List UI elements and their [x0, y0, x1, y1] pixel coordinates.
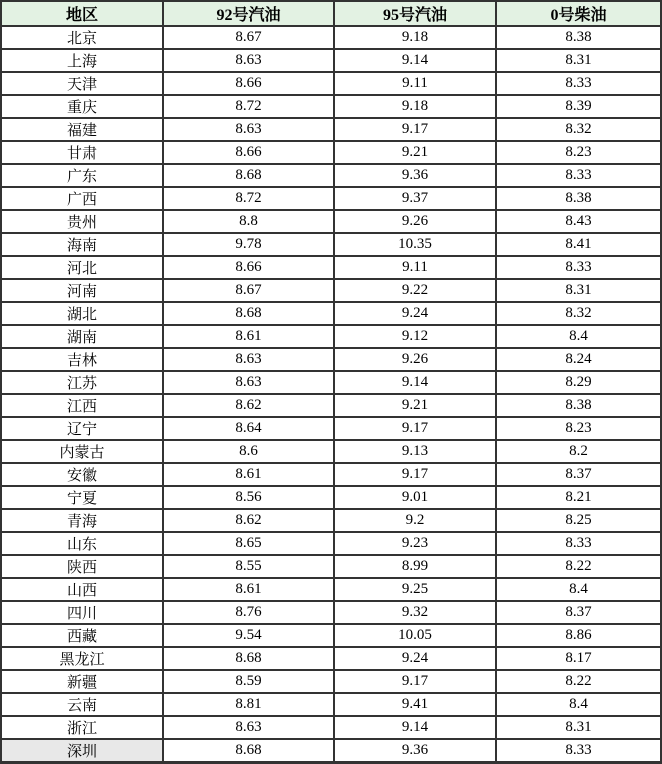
- table-row: [1, 693, 661, 716]
- price-95-cell: 8.99: [334, 555, 496, 578]
- region-cell: 内蒙古: [1, 440, 163, 463]
- price-0-cell: 8.38: [496, 187, 661, 210]
- price-92-cell: 8.6: [163, 440, 334, 463]
- price-95-cell: 9.24: [334, 302, 496, 325]
- price-92-cell: 8.61: [163, 325, 334, 348]
- price-95-cell: 9.36: [334, 164, 496, 187]
- price-95-cell: 9.17: [334, 463, 496, 486]
- price-0-cell: 8.29: [496, 371, 661, 394]
- price-0-cell: 8.33: [496, 739, 661, 763]
- table-row: [1, 26, 661, 49]
- price-0-cell: 8.38: [496, 26, 661, 49]
- table-row: [1, 647, 661, 670]
- table-row: [1, 187, 661, 210]
- price-95-cell: 9.18: [334, 95, 496, 118]
- region-cell: 重庆: [1, 95, 163, 118]
- price-95-cell: 9.26: [334, 348, 496, 371]
- price-95-cell: 9.2: [334, 509, 496, 532]
- price-92-cell: 8.66: [163, 256, 334, 279]
- price-95-cell: 9.36: [334, 739, 496, 763]
- table-row: [1, 348, 661, 371]
- region-cell: 四川: [1, 601, 163, 624]
- table-row: [1, 118, 661, 141]
- price-95-cell: 9.21: [334, 141, 496, 164]
- price-95-cell: 9.17: [334, 118, 496, 141]
- price-0-cell: 8.32: [496, 302, 661, 325]
- price-0-cell: 8.23: [496, 141, 661, 164]
- price-92-cell: 8.8: [163, 210, 334, 233]
- table-header: [1, 1, 661, 26]
- table-row: [1, 670, 661, 693]
- table-row: [1, 417, 661, 440]
- region-cell: 天津: [1, 72, 163, 95]
- table-row: [1, 486, 661, 509]
- price-92-cell: 8.59: [163, 670, 334, 693]
- price-92-cell: 8.72: [163, 95, 334, 118]
- price-95-cell: 9.22: [334, 279, 496, 302]
- price-95-cell: 9.41: [334, 693, 496, 716]
- header-cell-92-gasoline: 92号汽油: [163, 1, 334, 26]
- price-92-cell: 8.63: [163, 716, 334, 739]
- price-0-cell: 8.17: [496, 647, 661, 670]
- table-row: [1, 49, 661, 72]
- table-row: [1, 210, 661, 233]
- price-92-cell: 8.65: [163, 532, 334, 555]
- table-row: [1, 141, 661, 164]
- region-cell: 辽宁: [1, 417, 163, 440]
- price-0-cell: 8.33: [496, 72, 661, 95]
- price-0-cell: 8.86: [496, 624, 661, 647]
- region-cell: 新疆: [1, 670, 163, 693]
- region-cell: 宁夏: [1, 486, 163, 509]
- table-row: [1, 302, 661, 325]
- price-0-cell: 8.33: [496, 532, 661, 555]
- price-92-cell: 8.66: [163, 141, 334, 164]
- region-cell: 山西: [1, 578, 163, 601]
- price-0-cell: 8.43: [496, 210, 661, 233]
- price-0-cell: 8.31: [496, 716, 661, 739]
- price-0-cell: 8.24: [496, 348, 661, 371]
- region-cell: 河南: [1, 279, 163, 302]
- price-95-cell: 10.35: [334, 233, 496, 256]
- table-row: [1, 555, 661, 578]
- table-row: [1, 233, 661, 256]
- price-95-cell: 9.14: [334, 49, 496, 72]
- table-row: [1, 601, 661, 624]
- price-92-cell: 8.63: [163, 49, 334, 72]
- table-row: [1, 624, 661, 647]
- price-92-cell: 8.67: [163, 26, 334, 49]
- price-92-cell: 8.68: [163, 302, 334, 325]
- price-92-cell: 8.68: [163, 164, 334, 187]
- price-92-cell: 8.63: [163, 371, 334, 394]
- price-95-cell: 9.12: [334, 325, 496, 348]
- region-cell: 甘肃: [1, 141, 163, 164]
- price-92-cell: 8.66: [163, 72, 334, 95]
- table-row: [1, 532, 661, 555]
- price-95-cell: 9.18: [334, 26, 496, 49]
- table-row: [1, 164, 661, 187]
- price-0-cell: 8.4: [496, 325, 661, 348]
- region-cell: 上海: [1, 49, 163, 72]
- price-95-cell: 9.14: [334, 371, 496, 394]
- table-row: [1, 95, 661, 118]
- region-cell: 江西: [1, 394, 163, 417]
- region-cell: 湖北: [1, 302, 163, 325]
- price-95-cell: 9.13: [334, 440, 496, 463]
- region-cell: 北京: [1, 26, 163, 49]
- table-row: [1, 256, 661, 279]
- price-0-cell: 8.23: [496, 417, 661, 440]
- price-92-cell: 9.78: [163, 233, 334, 256]
- price-0-cell: 8.38: [496, 394, 661, 417]
- table-row: [1, 325, 661, 348]
- price-92-cell: 9.54: [163, 624, 334, 647]
- region-cell: 广东: [1, 164, 163, 187]
- price-95-cell: 9.11: [334, 256, 496, 279]
- price-95-cell: 9.23: [334, 532, 496, 555]
- table-row: [1, 371, 661, 394]
- region-cell: 山东: [1, 532, 163, 555]
- table-row: [1, 578, 661, 601]
- price-92-cell: 8.81: [163, 693, 334, 716]
- region-cell: 河北: [1, 256, 163, 279]
- header-cell-region: 地区: [1, 1, 163, 26]
- region-cell: 福建: [1, 118, 163, 141]
- price-0-cell: 8.33: [496, 164, 661, 187]
- header-cell-0-diesel: 0号柴油: [496, 1, 661, 26]
- price-95-cell: 9.14: [334, 716, 496, 739]
- price-0-cell: 8.39: [496, 95, 661, 118]
- table-row: [1, 394, 661, 417]
- region-cell: 陕西: [1, 555, 163, 578]
- price-92-cell: 8.72: [163, 187, 334, 210]
- price-0-cell: 8.4: [496, 693, 661, 716]
- region-cell: 吉林: [1, 348, 163, 371]
- table-row: [1, 716, 661, 739]
- price-92-cell: 8.67: [163, 279, 334, 302]
- price-92-cell: 8.68: [163, 647, 334, 670]
- price-0-cell: 8.21: [496, 486, 661, 509]
- price-92-cell: 8.63: [163, 348, 334, 371]
- table-row: [1, 72, 661, 95]
- price-92-cell: 8.63: [163, 118, 334, 141]
- price-92-cell: 8.62: [163, 394, 334, 417]
- region-cell: 海南: [1, 233, 163, 256]
- region-cell: 青海: [1, 509, 163, 532]
- region-cell: 浙江: [1, 716, 163, 739]
- price-92-cell: 8.68: [163, 739, 334, 763]
- price-92-cell: 8.76: [163, 601, 334, 624]
- price-0-cell: 8.32: [496, 118, 661, 141]
- price-92-cell: 8.62: [163, 509, 334, 532]
- table-row: [1, 440, 661, 463]
- header-cell-95-gasoline: 95号汽油: [334, 1, 496, 26]
- price-0-cell: 8.22: [496, 670, 661, 693]
- region-cell: 黑龙江: [1, 647, 163, 670]
- price-92-cell: 8.64: [163, 417, 334, 440]
- price-95-cell: 9.24: [334, 647, 496, 670]
- price-95-cell: 9.21: [334, 394, 496, 417]
- header-row: [1, 1, 661, 26]
- region-cell: 安徽: [1, 463, 163, 486]
- region-cell: 云南: [1, 693, 163, 716]
- price-0-cell: 8.37: [496, 601, 661, 624]
- price-0-cell: 8.25: [496, 509, 661, 532]
- price-95-cell: 9.25: [334, 578, 496, 601]
- price-0-cell: 8.31: [496, 279, 661, 302]
- region-cell: 江苏: [1, 371, 163, 394]
- table-row: [1, 463, 661, 486]
- price-95-cell: 10.05: [334, 624, 496, 647]
- price-95-cell: 9.11: [334, 72, 496, 95]
- table-row: [1, 509, 661, 532]
- price-0-cell: 8.37: [496, 463, 661, 486]
- region-cell: 广西: [1, 187, 163, 210]
- price-92-cell: 8.56: [163, 486, 334, 509]
- price-0-cell: 8.4: [496, 578, 661, 601]
- price-95-cell: 9.37: [334, 187, 496, 210]
- price-95-cell: 9.17: [334, 417, 496, 440]
- price-95-cell: 9.01: [334, 486, 496, 509]
- price-92-cell: 8.61: [163, 578, 334, 601]
- price-0-cell: 8.2: [496, 440, 661, 463]
- price-95-cell: 9.32: [334, 601, 496, 624]
- region-cell: 深圳: [1, 739, 163, 763]
- price-0-cell: 8.22: [496, 555, 661, 578]
- price-95-cell: 9.26: [334, 210, 496, 233]
- price-92-cell: 8.55: [163, 555, 334, 578]
- region-cell: 贵州: [1, 210, 163, 233]
- price-0-cell: 8.31: [496, 49, 661, 72]
- price-92-cell: 8.61: [163, 463, 334, 486]
- price-0-cell: 8.41: [496, 233, 661, 256]
- table-row: [1, 739, 661, 763]
- price-0-cell: 8.33: [496, 256, 661, 279]
- region-cell: 西藏: [1, 624, 163, 647]
- table-row: [1, 279, 661, 302]
- table-body: [1, 26, 661, 763]
- region-cell: 湖南: [1, 325, 163, 348]
- price-95-cell: 9.17: [334, 670, 496, 693]
